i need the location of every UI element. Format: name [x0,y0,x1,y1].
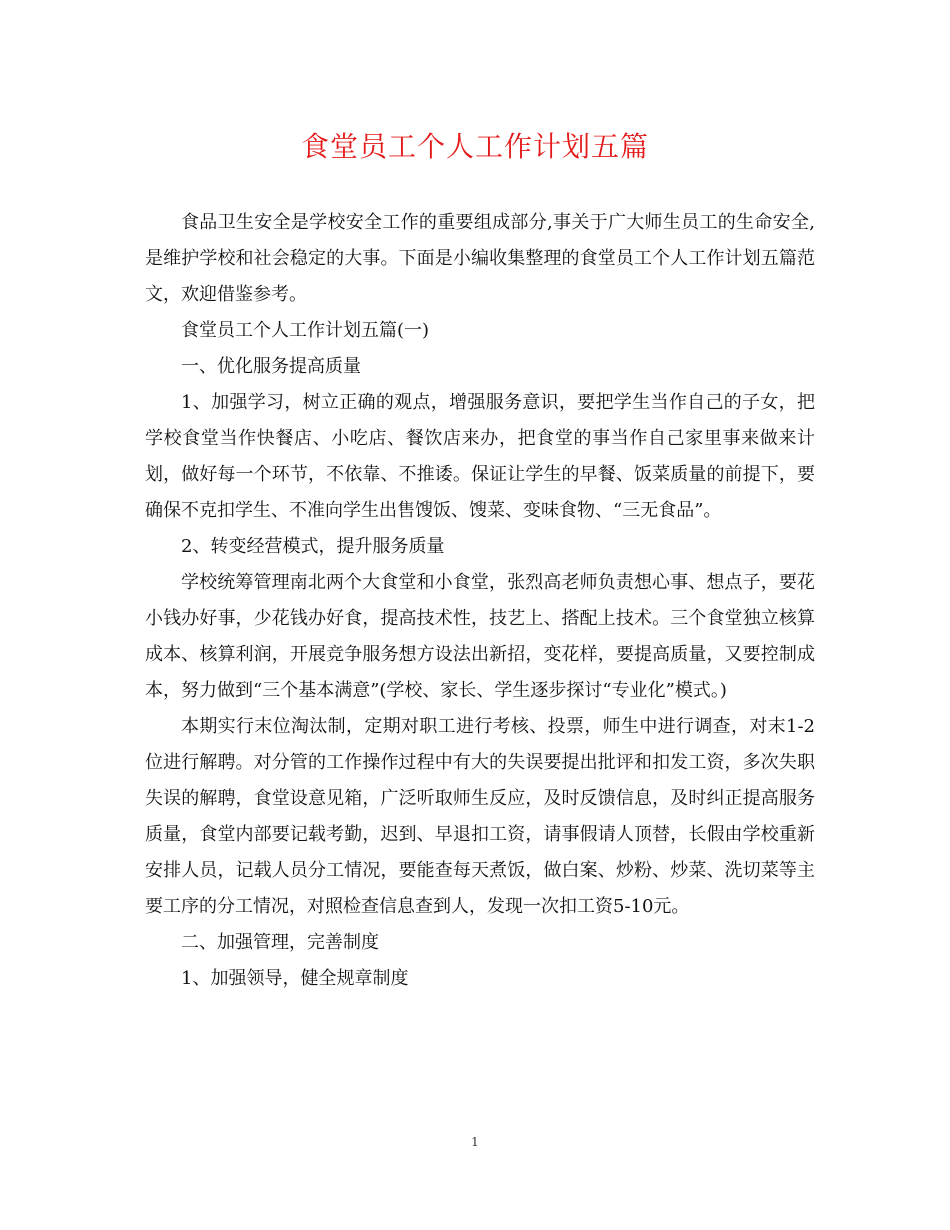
page-number: 1 [471,1135,479,1149]
paragraph-section-heading: 食堂员工个人工作计划五篇(一) [181,320,430,341]
paragraph-management: 学校统筹管理南北两个大食堂和小食堂，张烈高老师负责想心事、想点子，要花小钱办好事，少花钱办好食，提高技术性，技艺上、搭配上技术。三个食堂独立核算成本、核算利润，开展竞争服务想方设法出新招，变花样，要提高质量，又要控制成本，努力做到“三个基本满意”(学校、家长、学生逐步探讨“专业化”模式。) [145,572,815,701]
paragraph-elimination: 本期实行末位淘汰制，定期对职工进行考核、投票，师生中进行调查，对末1-2位进行解聘。对分管的工作操作过程中有大的失误要提出批评和扣发工资，多次失职失误的解聘，食堂设意见箱，广泛听取师生反应，及时反馈信息，及时纠正提高服务质量，食堂内部要记载考勤，迟到、早退扣工资，请事假请人顶替，长假由学校重新安排人员，记载人员分工情况，要能查每天煮饭，做白案、炒粉、炒菜、洗切菜等主要工序的分工情况，对照检查信息查到人，发现一次扣工资5-10元。 [145,716,815,917]
document-body [145,205,815,997]
paragraph-item-2: 2、转变经营模式，提升服务质量 [181,536,445,557]
paragraph-intro: 食品卫生安全是学校安全工作的重要组成部分,事关于广大师生员工的生命安全,是维护学校和社会稳定的大事。下面是小编收集整理的食堂员工个人工作计划五篇范文，欢迎借鉴参考。 [145,212,815,305]
paragraph-item-1: 1、加强学习，树立正确的观点，增强服务意识，要把学生当作自己的子女，把学校食堂当作快餐店、小吃店、餐饮店来办，把食堂的事当作自己家里事来做来计划，做好每一个环节，不依靠、不推诿。保证让学生的早餐、饭菜质量的前提下，要确保不克扣学生、不准向学生出售馊饭、馊菜、变味食物、“三无食品”。 [145,392,815,521]
paragraph-heading-2: 二、加强管理，完善制度 [181,932,379,953]
document-title: 食堂员工个人工作计划五篇 [300,130,649,163]
paragraph-heading-1: 一、优化服务提高质量 [181,356,361,377]
paragraph-item-leadership: 1、加强领导，健全规章制度 [181,968,409,989]
